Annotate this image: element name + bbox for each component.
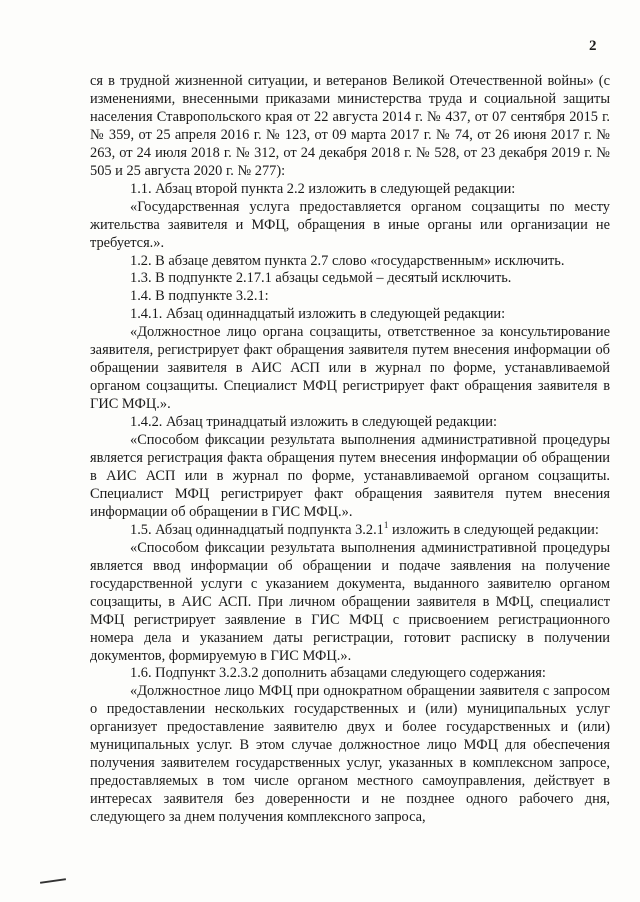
paragraph-text: 1.4. В подпункте 3.2.1: [130, 288, 269, 305]
paragraph-text: 1.4.1. Абзац одиннадцатый изложить в следующей редакции: [130, 306, 506, 323]
paragraph-p-intro [90, 73, 610, 181]
paragraph-p-1-6-quote [90, 683, 610, 827]
paragraph-text: 1.1. Абзац второй пункта 2.2 изложить в следующей редакции: [130, 180, 516, 197]
paragraph-text-tail: изложить в следующей редакции: [388, 521, 599, 538]
paragraph-p-1-4-2 [90, 414, 610, 432]
scan-artifact-mark [40, 878, 66, 884]
paragraph-text: ся в трудной жизненной ситуации, и ветеранов Великой Отечественной войны» (с изменениями, внесенными приказами министерства труда и социальной защиты населения Ставропольского края от 22 августа 2014 г. № 437, от 07 сентября 2015 г. № 359, от 25 апреля 2016 г. № 123, от 09 марта 2017 г. № 74, от 26 июня 2017 г. № 263, от 24 июля 2018 г. № 312, от 24 декабря 2018 г. № 528, от 23 декабря 2019 г. № 505 и 25 августа 2020 г. № 277): [90, 73, 610, 179]
paragraph-p-1-2 [90, 253, 610, 271]
paragraph-text: «Должностное лицо органа соцзащиты, ответственное за консультирование заявителя, регистрирует факт обращения заявителя путем внесения информации об обращении заявителя в АИС АСП или в журнал по форме, устанавливаемой органом соцзащиты. Специалист МФЦ регистрирует факт обращения заявителя в ГИС МФЦ.». [90, 324, 610, 413]
page-number: 2 [589, 38, 597, 54]
paragraph-p-1-3 [90, 270, 610, 288]
superscript: 1 [383, 520, 389, 531]
paragraph-p-1-4-2-quote [90, 432, 610, 522]
paragraph-p-1-6 [90, 665, 610, 683]
paragraph-p-1-4 [90, 288, 610, 306]
paragraph-text: 1.5. Абзац одиннадцатый подпункта 3.2.1 [130, 521, 384, 538]
paragraph-text: 1.3. В подпункте 2.17.1 абзацы седьмой – десятый исключить. [130, 270, 512, 287]
document-body [90, 73, 610, 827]
paragraph-text: «Должностное лицо МФЦ при однократном обращении заявителя с запросом о предоставлении нескольких государственных и (или) муниципальных услуг организует предоставление заявителю двух и более государственных и (или) муниципальных услуг. В этом случае должностное лицо МФЦ для обеспечения получения заявителем государственных услуг, указанных в комплексном запросе, предоставляемых в том числе органом местного самоуправления, действует в интересах заявителя без доверенности и не позднее одного рабочего дня, следующего за днем получения комплексного запроса, [90, 683, 610, 826]
paragraph-text: 1.6. Подпункт 3.2.3.2 дополнить абзацами следующего содержания: [130, 665, 546, 682]
paragraph-text: «Способом фиксации результата выполнения административной процедуры является регистрация факта обращения путем внесения информации об обращении в АИС АСП или в журнал по форме, устанавливаемой органом соцзащиты. Специалист МФЦ регистрирует факт обращения заявителя путем внесения информации об обращении в ГИС МФЦ.». [90, 432, 610, 520]
paragraph-p-1-1-quote [90, 199, 610, 253]
paragraph-p-1-4-1 [90, 306, 610, 324]
paragraph-text: «Способом фиксации результата выполнения административной процедуры является ввод информации об обращении и подаче заявления на получение государственной услуги с указанием документа, выданного заявителю органом соцзащиты, в АИС АСП. При личном обращении заявителя в МФЦ, специалист МФЦ регистрирует заявление в ГИС МФЦ с присвоением регистрационного номера дела и указанием даты регистрации, готовит расписку в получении документов, формируемую в ГИС МФЦ.». [90, 539, 610, 664]
paragraph-text: 1.4.2. Абзац тринадцатый изложить в следующей редакции: [130, 414, 497, 431]
paragraph-text: 1.2. В абзаце девятом пункта 2.7 слово «государственным» исключить. [130, 252, 565, 269]
paragraph-p-1-1 [90, 181, 610, 199]
paragraph-p-1-5 [90, 522, 610, 540]
paragraph-p-1-5-quote [90, 540, 610, 666]
paragraph-p-1-4-1-quote [90, 324, 610, 414]
paragraph-text: «Государственная услуга предоставляется органом соцзащиты по месту жительства заявителя и МФЦ, обращения в иные органы или организации не требуется.». [90, 198, 610, 251]
